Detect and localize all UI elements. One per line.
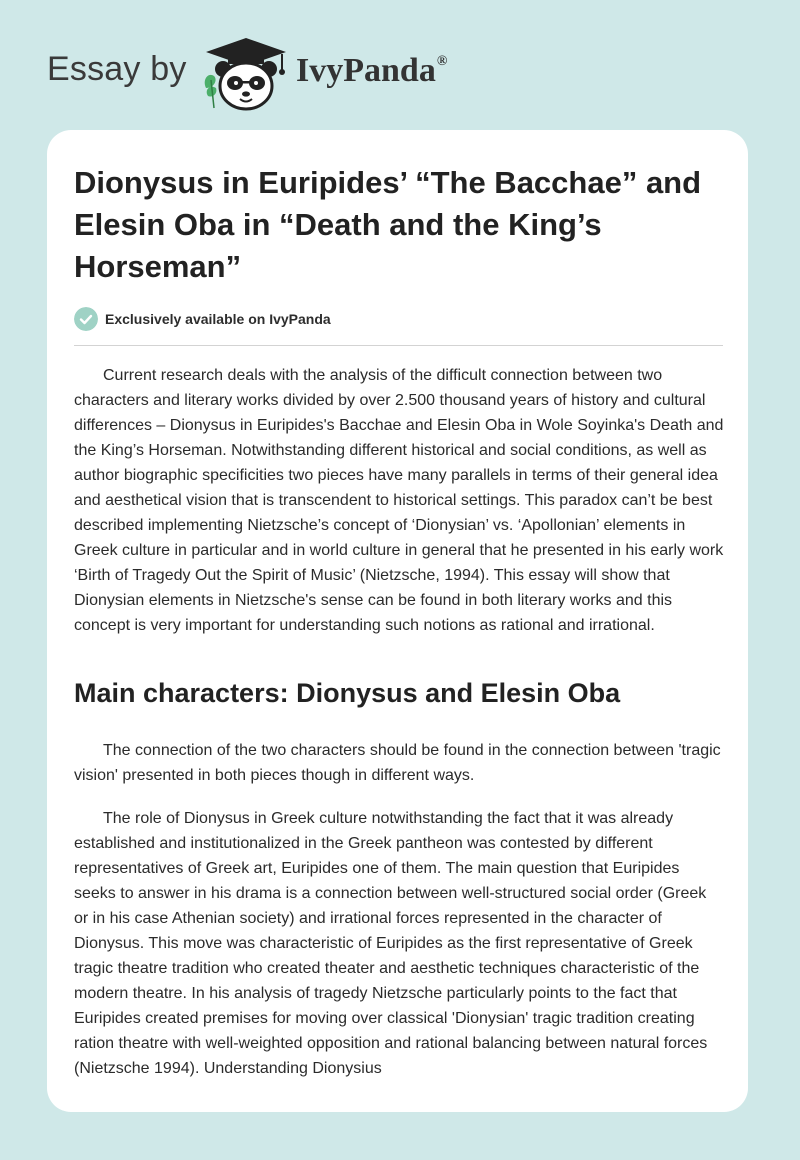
exclusive-badge: [74, 306, 331, 332]
brand-name[interactable]: IvyPanda®: [296, 52, 448, 89]
registered-mark: ®: [436, 54, 448, 69]
page-title: Dionysus in Euripides’ “The Bacchae” and Elesin Oba in “Death and the King’s Horseman”: [74, 165, 702, 284]
divider: [74, 345, 723, 346]
section-paragraph-1: The connection of the two characters should be found in the connection between 'tragic vision' presented in both pieces though in different ways.: [74, 742, 721, 784]
badge-label: Exclusively available on IvyPanda: [105, 311, 331, 327]
section-heading: Main characters: Dionysus and Elesin Oba: [74, 678, 621, 708]
panda-graduate-logo-icon[interactable]: [198, 36, 294, 112]
site-header: [0, 0, 800, 125]
brand-prefix: Essay by: [47, 50, 187, 88]
check-circle-icon: [74, 307, 98, 331]
intro-paragraph: Current research deals with the analysis of the difficult connection between two characters and literary works divided by over 2.500 thousand years of history and cultural differences – Dionysus in Euripides's Bacchae and Elesin Oba in Wole Soyinka's Death and the King’s Horseman. Notwithstanding different historical and social conditions, as well as author biographic specificities two pieces have many parallels in terms of their general idea and aesthetical vision that is transcendent to historical settings. This paradox can’t be best described implementing Nietzsche’s concept of ‘Dionysian’ vs. ‘Apollonian’ elements in Greek culture in particular and in world culture in general that he presented in his early work ‘Birth of Tragedy Out the Spirit of Music’ (Nietzsche, 1994). This essay will show that Dionysian elements in Nietzsche's sense can be found in both literary works and this concept is very important for understanding such notions as rational and irrational.: [74, 367, 724, 634]
section-paragraph-2: The role of Dionysus in Greek culture notwithstanding the fact that it was already established and institutionalized in the Greek pantheon was contested by different representatives of Greek art, Euripides one of them. The main question that Euripides seeks to answer in his drama is a connection between well-structured social order (Greek or in his case Athenian society) and irrational forces represented in the character of Dionysus. This move was characteristic of Euripides as the first representative of Greek tragic theatre tradition who created theater and aesthetic techniques characteristic of the modern theatre. In his analysis of tragedy Nietzsche particularly points to the fact that Euripides created premises for moving over classical 'Dionysian' tragic tradition creating ration theatre with well-weighted opposition and rational balancing between natural forces (Nietzsche 1994). Understanding Dionysius: [74, 810, 708, 1077]
essay-card: [47, 130, 748, 1112]
